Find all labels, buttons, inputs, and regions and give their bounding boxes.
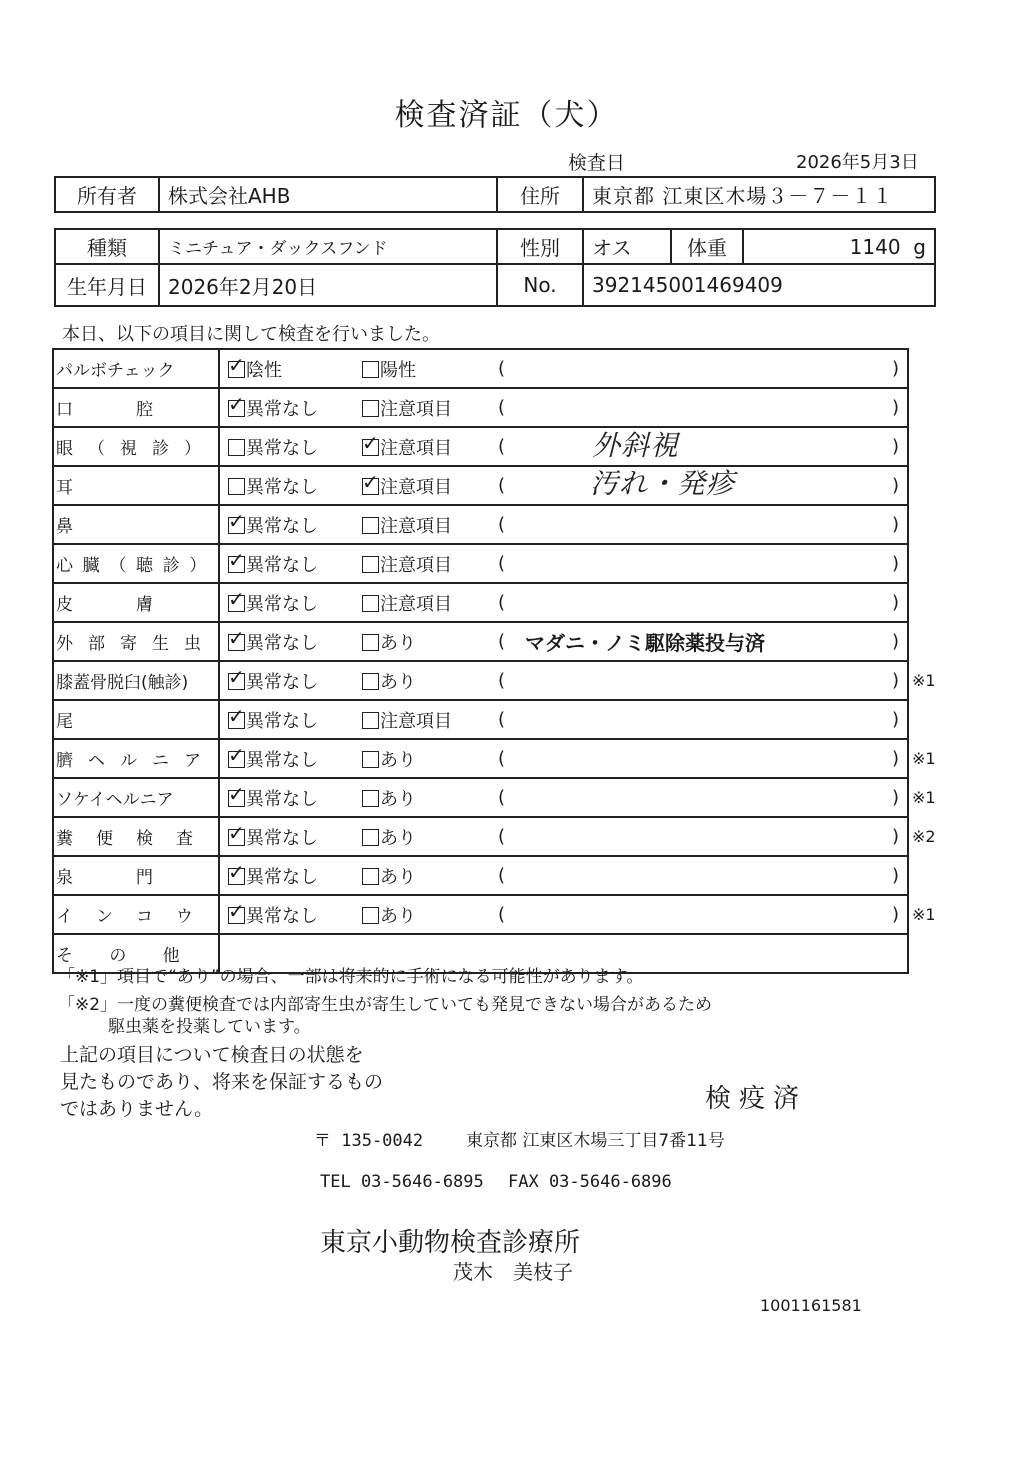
checkbox-icon[interactable] [228, 751, 245, 768]
check-item-label: 外 部 寄 生 虫 [56, 634, 201, 654]
handwritten-ear-note: 汚れ・発疹 [590, 467, 736, 500]
check-item-body [220, 506, 907, 543]
close-paren: ) [891, 670, 899, 691]
checkbox-icon[interactable] [228, 634, 245, 651]
check-option-1[interactable] [228, 863, 318, 889]
check-option-1-label: 異常なし [246, 515, 318, 537]
check-option-2[interactable] [362, 824, 416, 850]
check-option-1-label: 異常なし [246, 710, 318, 732]
checkbox-icon[interactable] [362, 634, 379, 651]
check-option-1-label: 異常なし [246, 437, 318, 459]
check-option-1-label: 異常なし [246, 827, 318, 849]
check-item-body [220, 350, 907, 387]
check-row [54, 545, 907, 584]
check-option-1[interactable] [228, 356, 282, 382]
checkbox-icon[interactable] [362, 868, 379, 885]
check-option-1[interactable] [228, 785, 318, 811]
check-option-1[interactable] [228, 590, 318, 616]
check-option-2[interactable] [362, 902, 416, 928]
check-option-1-label: 異常なし [246, 905, 318, 927]
check-option-1-label: 異常なし [246, 749, 318, 771]
checkbox-icon[interactable] [362, 673, 379, 690]
check-row [54, 896, 936, 935]
check-option-2-label: 注意項目 [380, 593, 452, 615]
close-paren: ) [891, 631, 899, 652]
disclaimer: 上記の項目について検査日の状態を 見たものであり、将来を保証するもの ではありません。 [60, 1044, 384, 1120]
breed-label: 種類 [55, 229, 159, 264]
check-item-body [220, 545, 907, 582]
open-paren: ( [498, 865, 506, 886]
check-item-name [54, 545, 220, 582]
open-paren: ( [498, 553, 506, 574]
checkbox-icon[interactable] [362, 478, 379, 495]
check-option-2[interactable] [362, 356, 416, 382]
inspection-stamp: 検疫済 [705, 1084, 808, 1114]
owner-table [54, 176, 936, 213]
check-item-name [54, 584, 220, 621]
open-paren: ( [498, 358, 506, 379]
check-option-2[interactable] [362, 668, 416, 694]
check-item-body [220, 389, 907, 426]
check-option-1-label: 異常なし [246, 554, 318, 576]
checkbox-icon[interactable] [228, 712, 245, 729]
check-option-2-label: 注意項目 [380, 437, 452, 459]
checkbox-icon[interactable] [362, 790, 379, 807]
close-paren: ) [891, 709, 899, 730]
check-option-1[interactable] [228, 512, 318, 538]
close-paren: ) [891, 748, 899, 769]
check-item-label: 心 臓 （ 聴 診 ） [56, 556, 207, 576]
check-option-1[interactable] [228, 395, 318, 421]
check-item-label: 膝蓋骨脱臼(触診) [56, 673, 189, 693]
checkbox-icon[interactable] [228, 829, 245, 846]
check-row [54, 818, 936, 857]
check-item-body [220, 896, 907, 933]
exam-date: 2026年5月3日 [796, 152, 919, 173]
exam-date-label: 検査日 [568, 152, 626, 174]
no-value: 392145001469409 [583, 264, 935, 306]
check-option-1[interactable] [228, 902, 318, 928]
check-option-2[interactable] [362, 395, 452, 421]
check-option-2-label: 注意項目 [380, 515, 452, 537]
footnote-2-line2: 駆虫薬を投薬しています。 [108, 1017, 311, 1037]
check-item-name [54, 740, 220, 777]
check-remark: ※1 [912, 749, 936, 768]
check-option-1-label: 異常なし [246, 398, 318, 420]
dob-label: 生年月日 [55, 264, 159, 306]
serial-number: 1001161581 [760, 1296, 862, 1315]
check-option-1[interactable] [228, 551, 318, 577]
checks-table [52, 348, 936, 974]
check-option-1[interactable] [228, 434, 318, 460]
check-remark: ※2 [912, 827, 936, 846]
check-row [54, 506, 907, 545]
check-option-2[interactable] [362, 746, 416, 772]
checkbox-icon[interactable] [228, 361, 245, 378]
open-paren: ( [498, 631, 506, 652]
check-option-2-label: あり [380, 671, 416, 693]
check-item-body [220, 584, 907, 621]
open-paren: ( [498, 787, 506, 808]
clinic-fax: FAX 03-5646-6896 [508, 1172, 672, 1192]
check-item-body [220, 467, 907, 504]
check-item-label: ソケイヘルニア [56, 790, 174, 810]
check-option-2-label: あり [380, 905, 416, 927]
checkbox-icon[interactable] [362, 400, 379, 417]
open-paren: ( [498, 592, 506, 613]
check-item-body [220, 428, 907, 465]
checkbox-icon[interactable] [362, 751, 379, 768]
checkbox-icon[interactable] [362, 907, 379, 924]
address-value: 東京都 江東区木場３－７－１１ [583, 177, 935, 212]
check-option-2[interactable] [362, 785, 416, 811]
check-option-2[interactable] [362, 512, 452, 538]
checkbox-icon[interactable] [228, 556, 245, 573]
check-option-2-label: 陽性 [380, 359, 416, 381]
check-item-name [54, 467, 220, 504]
open-paren: ( [498, 904, 506, 925]
check-row [54, 857, 907, 896]
check-option-1[interactable] [228, 473, 318, 499]
check-option-2[interactable] [362, 590, 452, 616]
check-option-2-label: あり [380, 632, 416, 654]
check-item-body [220, 623, 907, 660]
check-item-name [54, 623, 220, 660]
checkbox-icon[interactable] [228, 595, 245, 612]
check-item-name [54, 896, 220, 933]
check-item-body [220, 662, 907, 699]
check-option-1-label: 異常なし [246, 671, 318, 693]
check-item-name [54, 818, 220, 855]
check-item-label: 糞 便 検 査 [56, 829, 193, 849]
checkbox-icon[interactable] [362, 595, 379, 612]
check-option-2-label: 注意項目 [380, 710, 452, 732]
check-option-1-label: 異常なし [246, 788, 318, 810]
check-item-label: 眼 （ 視 診 ） [56, 439, 201, 459]
check-row [54, 350, 907, 389]
check-option-1[interactable] [228, 707, 318, 733]
check-item-label: 泉 門 [56, 868, 153, 888]
open-paren: ( [498, 475, 506, 496]
document-title: 検査済証（犬） [394, 98, 619, 133]
close-paren: ) [891, 826, 899, 847]
check-item-label: イ ン コ ウ [56, 907, 193, 927]
check-option-1[interactable] [228, 746, 318, 772]
open-paren: ( [498, 397, 506, 418]
check-option-2[interactable] [362, 551, 452, 577]
check-item-body [220, 818, 907, 855]
check-item-name [54, 857, 220, 894]
checkbox-icon[interactable] [362, 439, 379, 456]
animal-table [54, 228, 936, 307]
clinic-tel: TEL 03-5646-6895 [320, 1172, 484, 1192]
check-option-2[interactable] [362, 434, 452, 460]
check-option-1-label: 異常なし [246, 476, 318, 498]
weight-unit: g [913, 234, 926, 259]
check-row [54, 662, 936, 701]
checkbox-icon[interactable] [362, 712, 379, 729]
close-paren: ) [891, 553, 899, 574]
checkbox-icon[interactable] [228, 868, 245, 885]
check-option-2[interactable] [362, 863, 416, 889]
check-row [54, 428, 907, 467]
check-item-name [54, 779, 220, 816]
weight-cell [743, 229, 935, 264]
check-item-label: 耳 [56, 478, 73, 498]
checkbox-icon[interactable] [362, 517, 379, 534]
check-remark: ※1 [912, 905, 936, 924]
checkbox-icon[interactable] [228, 673, 245, 690]
check-note: マダニ・ノミ駆除薬投与済 [525, 631, 765, 655]
check-item-label: 臍 ヘ ル ニ ア [56, 751, 201, 771]
checkbox-icon[interactable] [228, 400, 245, 417]
close-paren: ) [891, 592, 899, 613]
check-row [54, 584, 907, 623]
checkbox-icon[interactable] [362, 829, 379, 846]
close-paren: ) [891, 358, 899, 379]
footnote-2-line1: 「※2」一度の糞便検査では内部寄生虫が寄生していても発見できない場合があるため [58, 995, 713, 1015]
open-paren: ( [498, 748, 506, 769]
check-item-name [54, 701, 220, 738]
check-option-1[interactable] [228, 824, 318, 850]
close-paren: ) [891, 397, 899, 418]
check-remark: ※1 [912, 788, 936, 807]
check-option-1-label: 異常なし [246, 632, 318, 654]
check-option-1-label: 異常なし [246, 593, 318, 615]
open-paren: ( [498, 670, 506, 691]
close-paren: ) [891, 904, 899, 925]
sex-label: 性別 [497, 229, 583, 264]
check-option-2[interactable] [362, 473, 452, 499]
checkbox-icon[interactable] [362, 556, 379, 573]
checkbox-icon[interactable] [362, 361, 379, 378]
open-paren: ( [498, 514, 506, 535]
check-option-2-label: あり [380, 866, 416, 888]
check-item-name [54, 428, 220, 465]
owner-value: 株式会社AHB [159, 177, 497, 212]
check-option-1-label: 陰性 [246, 359, 282, 381]
clinic-address: 東京都 江東区木場三丁目7番11号 [466, 1131, 725, 1151]
no-label: No. [497, 264, 583, 306]
checkbox-icon[interactable] [228, 517, 245, 534]
check-row [54, 740, 936, 779]
check-item-label: 尾 [56, 712, 73, 732]
check-item-body [220, 740, 907, 777]
checkbox-icon[interactable] [228, 478, 245, 495]
check-option-2-label: あり [380, 749, 416, 771]
check-row [54, 467, 907, 506]
check-item-body [220, 779, 907, 816]
check-option-2-label: あり [380, 788, 416, 810]
close-paren: ) [891, 865, 899, 886]
breed-value: ミニチュア・ダックスフンド [159, 229, 497, 264]
sex-value: オス [583, 229, 671, 264]
open-paren: ( [498, 826, 506, 847]
check-row [54, 389, 907, 428]
check-option-1-label: 異常なし [246, 866, 318, 888]
address-label: 住所 [497, 177, 583, 212]
check-option-1[interactable] [228, 629, 318, 655]
clinic-name: 東京小動物検査診療所 [320, 1228, 581, 1258]
check-item-name [54, 350, 220, 387]
check-option-2-label: 注意項目 [380, 554, 452, 576]
check-option-2-label: 注意項目 [380, 398, 452, 420]
weight-value: 1140 [849, 234, 901, 259]
checkbox-icon[interactable] [228, 907, 245, 924]
check-option-2-label: あり [380, 827, 416, 849]
close-paren: ) [891, 787, 899, 808]
handwritten-eye-note: 外斜視 [592, 429, 680, 462]
intro-text: 本日、以下の項目に関して検査を行いました。 [62, 324, 440, 345]
check-item-label: 口 腔 [56, 400, 153, 420]
check-item-body [220, 857, 907, 894]
weight-label: 体重 [671, 229, 743, 264]
check-option-2[interactable] [362, 629, 416, 655]
check-item-label: 鼻 [56, 517, 73, 537]
close-paren: ) [891, 514, 899, 535]
close-paren: ) [891, 436, 899, 457]
check-item-name [54, 506, 220, 543]
check-item-label: そ の 他 [56, 946, 180, 966]
clinic-postal: 〒 135-0042 [314, 1131, 424, 1151]
check-option-1[interactable] [228, 668, 318, 694]
checkbox-icon[interactable] [228, 790, 245, 807]
checkbox-icon[interactable] [228, 439, 245, 456]
check-option-2[interactable] [362, 707, 452, 733]
check-item-label: 皮 膚 [56, 595, 153, 615]
footnote-1: 「※1」項目で“あり”の場合、一部は将来的に手術になる可能性があります。 [58, 967, 644, 987]
dob-value: 2026年2月20日 [159, 264, 497, 306]
check-item-label: パルボチェック [56, 361, 175, 381]
check-item-name [54, 662, 220, 699]
clinic-person: 茂木 美枝子 [453, 1260, 573, 1284]
check-row [54, 623, 907, 662]
check-item-body [220, 701, 907, 738]
open-paren: ( [498, 436, 506, 457]
open-paren: ( [498, 709, 506, 730]
check-item-name [54, 389, 220, 426]
owner-label: 所有者 [55, 177, 159, 212]
check-remark: ※1 [912, 671, 936, 690]
check-option-2-label: 注意項目 [380, 476, 452, 498]
close-paren: ) [891, 475, 899, 496]
check-row [54, 701, 907, 740]
check-row [54, 779, 936, 818]
